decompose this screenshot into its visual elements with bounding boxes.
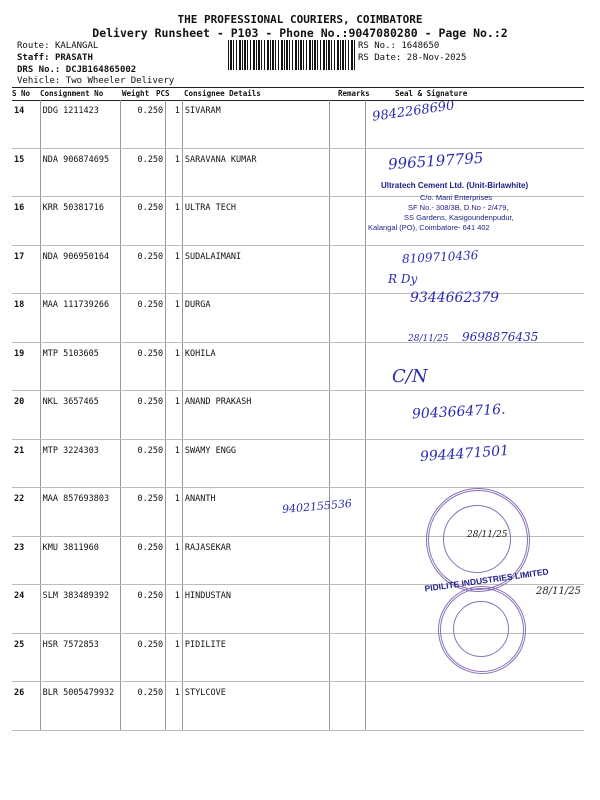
row-consignment-no: SLM 383489392 (40, 585, 121, 634)
row-pcs: 1 (166, 342, 183, 391)
row-weight: 0.250 (121, 100, 166, 148)
rs-no-line (358, 41, 439, 51)
row-consignment-no: MTP 3224303 (40, 439, 121, 488)
row-remarks (329, 148, 365, 197)
row-consignment-no: MAA 857693803 (40, 488, 121, 537)
row17-handwritten-phone: 8109710436 (401, 248, 479, 266)
row-remarks (329, 488, 365, 537)
ultratech-stamp-place: Kalangal (PO), Coimbatore- 641 402 (368, 223, 490, 232)
ultratech-stamp-garden: SS Gardens, Kasigoundenpudur, (404, 213, 514, 222)
row-weight: 0.250 (121, 148, 166, 197)
row-consignment-no: BLR 5005479932 (40, 682, 121, 731)
pidilite-round-seal (438, 586, 526, 674)
row25-handwritten-date: 28/11/25 (536, 586, 581, 597)
col-weight: Weight (122, 89, 150, 98)
row-consignment-no: NDA 906874695 (40, 148, 121, 197)
col-pcs: PCS (156, 89, 170, 98)
row-consignee: HINDUSTAN (182, 585, 329, 634)
row-consignee: SIVARAM (182, 100, 329, 148)
company-title: THE PROFESSIONAL COURIERS, COIMBATORE (177, 13, 423, 26)
row-consignee: PIDILITE (182, 633, 329, 682)
row-sno: 24 (12, 585, 40, 634)
row-remarks (329, 682, 365, 731)
row-remarks (329, 342, 365, 391)
row-sno: 19 (12, 342, 40, 391)
row20-handwritten-cn: C/N (392, 366, 428, 387)
row-remarks (329, 100, 365, 148)
row-consignee: RAJASEKAR (182, 536, 329, 585)
row-pcs: 1 (166, 148, 183, 197)
row-pcs: 1 (166, 585, 183, 634)
barcode (228, 40, 356, 70)
row-consignment-no: NKL 3657465 (40, 391, 121, 440)
row-pcs: 1 (166, 100, 183, 148)
row-sno: 17 (12, 245, 40, 294)
row19-handwritten-phone: 9698876435 (462, 330, 539, 344)
rs-no-label: RS No.: (358, 41, 396, 51)
table-row (12, 100, 584, 148)
table-row (12, 245, 584, 294)
row-consignee: SWAMY ENGG (182, 439, 329, 488)
vehicle-label: Vehicle: (17, 76, 61, 86)
ultratech-stamp-name: Ultratech Cement Ltd. (Unit-Birlawhite) (381, 181, 529, 190)
ultratech-stamp-sf: SF No.- 308/3B, D.No - 2/479, (408, 203, 509, 212)
row-consignee: ANANTH (182, 488, 329, 537)
row19-handwritten-date: 28/11/25 (408, 334, 449, 344)
row-pcs: 1 (166, 294, 183, 343)
row-sno: 26 (12, 682, 40, 731)
row-weight: 0.250 (121, 682, 166, 731)
row-sno: 15 (12, 148, 40, 197)
row-consignment-no: KMU 3811960 (40, 536, 121, 585)
row-pcs: 1 (166, 633, 183, 682)
row-consignment-no: KRR 50381716 (40, 197, 121, 246)
row-pcs: 1 (166, 488, 183, 537)
row-consignee: DURGA (182, 294, 329, 343)
drs-label: DRS No.: (17, 65, 61, 75)
row18-handwritten-phone: 9344662379 (410, 290, 500, 306)
row-pcs: 1 (166, 197, 183, 246)
row-sno: 25 (12, 633, 40, 682)
drs-value: DCJB164865002 (65, 65, 137, 75)
row-sno: 18 (12, 294, 40, 343)
route-line (17, 41, 98, 51)
route-label: Route: (17, 41, 50, 51)
row23-handwritten-phone: 9402155536 (281, 496, 353, 517)
row-sno: 23 (12, 536, 40, 585)
rs-date-line (358, 53, 466, 63)
row22-handwritten-phone: 9944471501 (419, 442, 510, 466)
row-remarks (329, 245, 365, 294)
row-consignee: ANAND PRAKASH (182, 391, 329, 440)
drs-line (17, 65, 136, 75)
row-consignee: SUDALAIMANI (182, 245, 329, 294)
col-consignment: Consignment No (40, 89, 104, 98)
table-row (12, 682, 584, 731)
row-consignee: ULTRA TECH (182, 197, 329, 246)
col-seal: Seal & Signature (395, 89, 468, 98)
row-remarks (329, 633, 365, 682)
col-remarks: Remarks (338, 89, 370, 98)
row-weight: 0.250 (121, 391, 166, 440)
row-sno: 21 (12, 439, 40, 488)
staff-line (17, 53, 93, 63)
row-pcs: 1 (166, 391, 183, 440)
row-pcs: 1 (166, 536, 183, 585)
rs-date-label: RS Date: (358, 53, 402, 63)
column-header (12, 87, 584, 100)
row-weight: 0.250 (121, 585, 166, 634)
row-remarks (329, 439, 365, 488)
vehicle-value: Two Wheeler Delivery (65, 76, 175, 86)
row-sno: 22 (12, 488, 40, 537)
rs-no-value: 1648650 (401, 41, 440, 51)
vehicle-line (17, 76, 174, 86)
row-weight: 0.250 (121, 197, 166, 246)
row-weight: 0.250 (121, 342, 166, 391)
rs-date-value: 28-Nov-2025 (406, 53, 467, 63)
ultratech-stamp-co: C/o. Mani Enterprises (420, 193, 493, 202)
route-value: KALANGAL (54, 41, 99, 51)
row-consignment-no: MTP 5103605 (40, 342, 121, 391)
row-consignee: KOHILA (182, 342, 329, 391)
row-remarks (329, 197, 365, 246)
row-remarks (329, 391, 365, 440)
col-sno: S No (12, 89, 31, 98)
row21-handwritten-phone: 9043664716. (411, 401, 506, 423)
row-consignee: SARAVANA KUMAR (182, 148, 329, 197)
staff-label: Staff: (17, 53, 50, 63)
row-consignment-no: NDA 906950164 (40, 245, 121, 294)
row-consignment-no: MAA 111739266 (40, 294, 121, 343)
row-sno: 16 (12, 197, 40, 246)
row-sno: 20 (12, 391, 40, 440)
row-remarks (329, 294, 365, 343)
table-row (12, 342, 584, 391)
row-sno: 14 (12, 100, 40, 148)
row-pcs: 1 (166, 682, 183, 731)
row-seal-signature (365, 682, 584, 731)
row-weight: 0.250 (121, 488, 166, 537)
row-remarks (329, 585, 365, 634)
row-consignment-no: HSR 7572853 (40, 633, 121, 682)
staff-value: PRASATH (54, 53, 93, 63)
col-consignee: Consignee Details (184, 89, 261, 98)
runsheet-title: Delivery Runsheet - P103 - Phone No.:9047080280 - Page No.:2 (92, 26, 508, 40)
row24-handwritten-date: 28/11/25 (467, 530, 508, 540)
row14-handwritten-phone: 9842268690 (371, 98, 456, 125)
row-consignment-no: DDG 1211423 (40, 100, 121, 148)
row-weight: 0.250 (121, 245, 166, 294)
row-pcs: 1 (166, 245, 183, 294)
row-weight: 0.250 (121, 633, 166, 682)
row-weight: 0.250 (121, 294, 166, 343)
row15-handwritten-phone: 9965197795 (387, 148, 484, 174)
pidilite-stamp-text: PIDILITE INDUSTRIES LIMITED (423, 566, 550, 594)
row-pcs: 1 (166, 439, 183, 488)
row-consignee: STYLCOVE (182, 682, 329, 731)
row-remarks (329, 536, 365, 585)
row18-handwritten-signature: R Dy (388, 272, 418, 286)
row-weight: 0.250 (121, 536, 166, 585)
row-weight: 0.250 (121, 439, 166, 488)
